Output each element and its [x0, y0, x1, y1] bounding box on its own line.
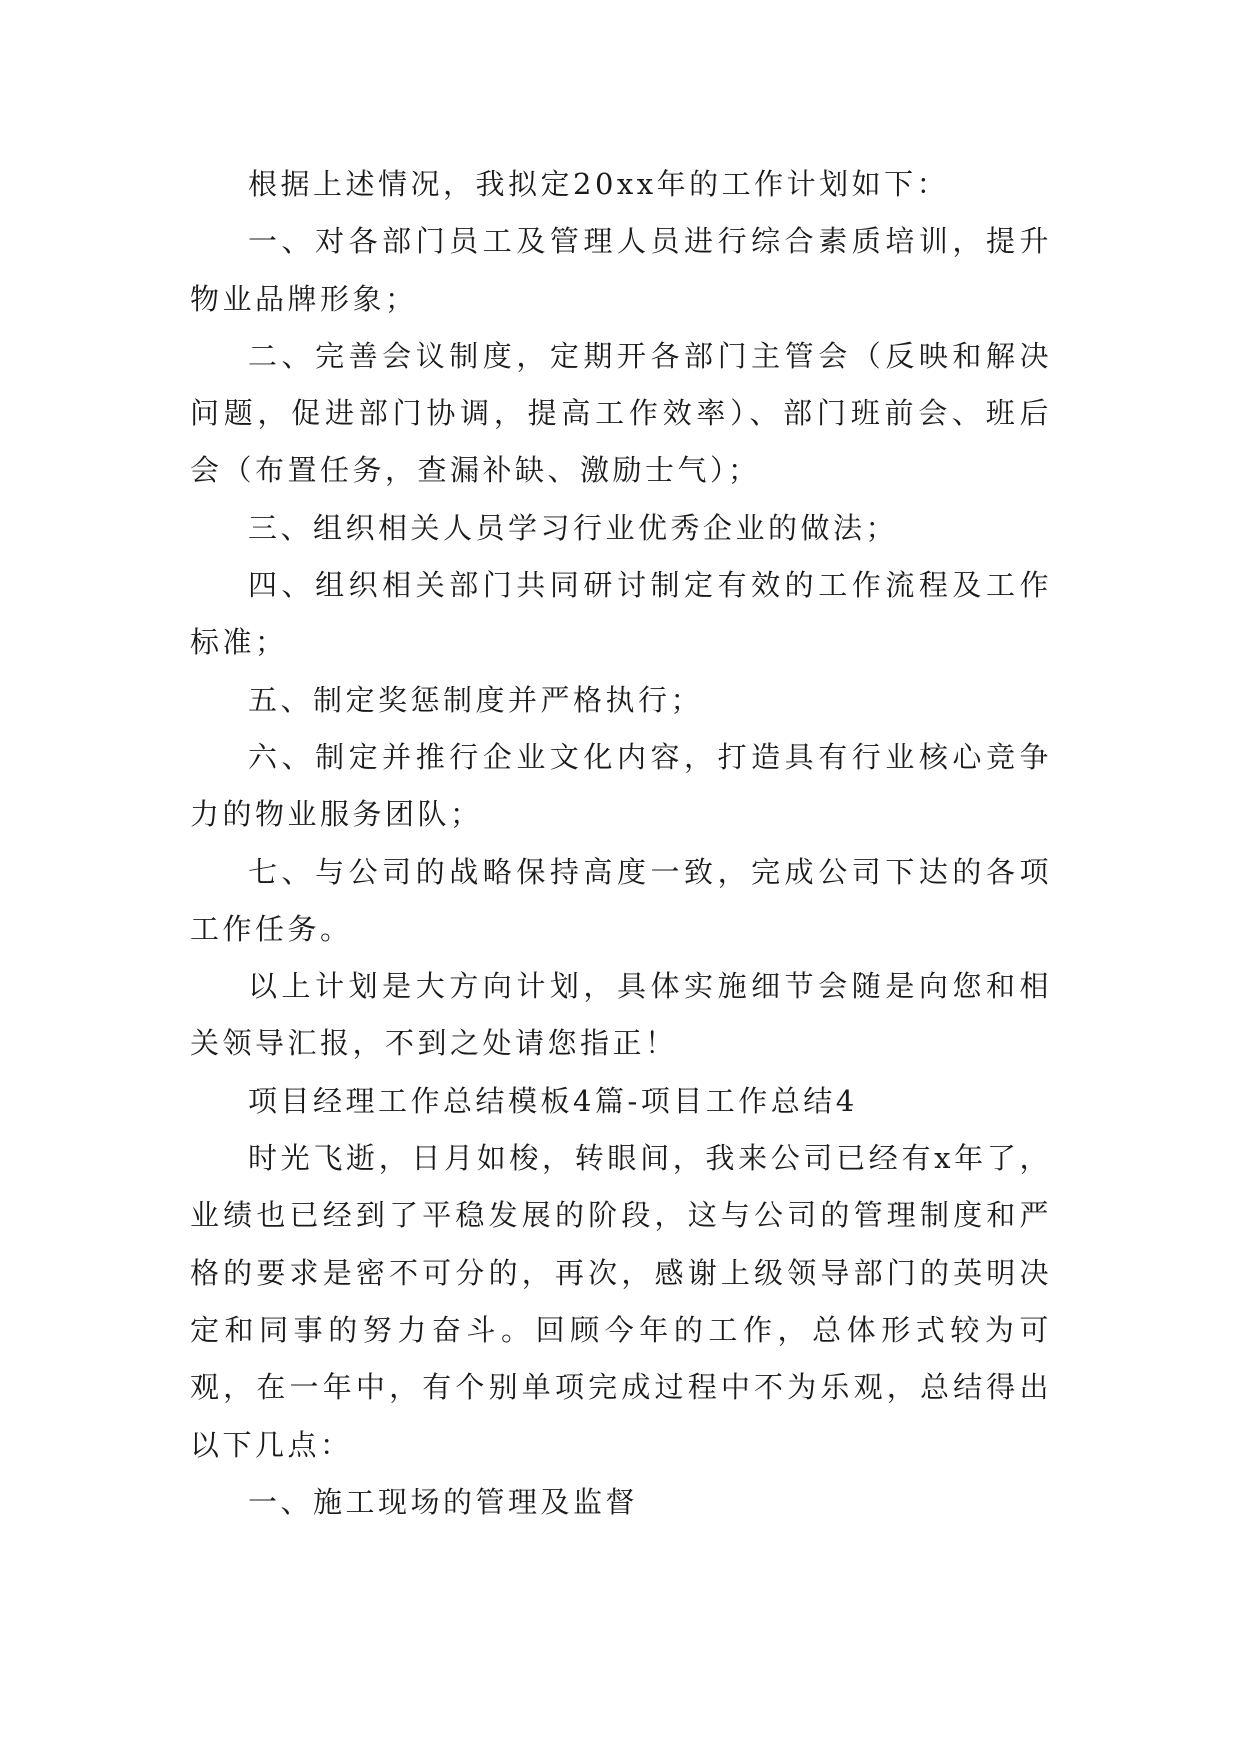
- paragraph-plan-item-2: 二、完善会议制度，定期开各部门主管会（反映和解决问题，促进部门协调，提高工作效率）、部门班前会、班后会（布置任务，查漏补缺、激励士气）；: [190, 338, 1052, 488]
- paragraph-plan-item-5: 五、制定奖惩制度并严格执行；: [248, 682, 704, 717]
- paragraph-plan-item-6: 六、制定并推行企业文化内容，打造具有行业核心竞争力的物业服务团队；: [190, 739, 1052, 832]
- paragraph-plan-item-3: 三、组织相关人员学习行业优秀企业的做法；: [248, 510, 899, 545]
- paragraph-work-plan-intro: 根据上述情况，我拟定20xx年的工作计划如下：: [248, 167, 950, 201]
- section-heading: 项目经理工作总结模板4篇-项目工作总结4: [248, 1083, 858, 1118]
- paragraph-summary-intro: 时光飞逝，日月如梭，转眼间，我来公司已经有x年了，业绩也已经到了平稳发展的阶段，这与公司的管理制度和严格的要求是密不可分的，再次，感谢上级领导部门的英明决定和同事的努力奋斗。回顾今年的工作，总体形式较为可观，在一年中，有个别单项完成过程中不为乐观，总结得出以下几点：: [190, 1141, 1052, 1462]
- paragraph-summary-point-1: 一、施工现场的管理及监督: [248, 1484, 639, 1519]
- paragraph-plan-closing: 以上计划是大方向计划，具体实施细节会随是向您和相关领导汇报，不到之处请您指正！: [190, 969, 1052, 1061]
- paragraph-plan-item-1: 一、对各部门员工及管理人员进行综合素质培训，提升物业品牌形象；: [190, 224, 1052, 316]
- document-body: [190, 156, 1052, 1531]
- paragraph-plan-item-4: 四、组织相关部门共同研讨制定有效的工作流程及工作标准；: [190, 568, 1052, 660]
- paragraph-plan-item-7: 七、与公司的战略保持高度一致，完成公司下达的各项工作任务。: [190, 854, 1052, 946]
